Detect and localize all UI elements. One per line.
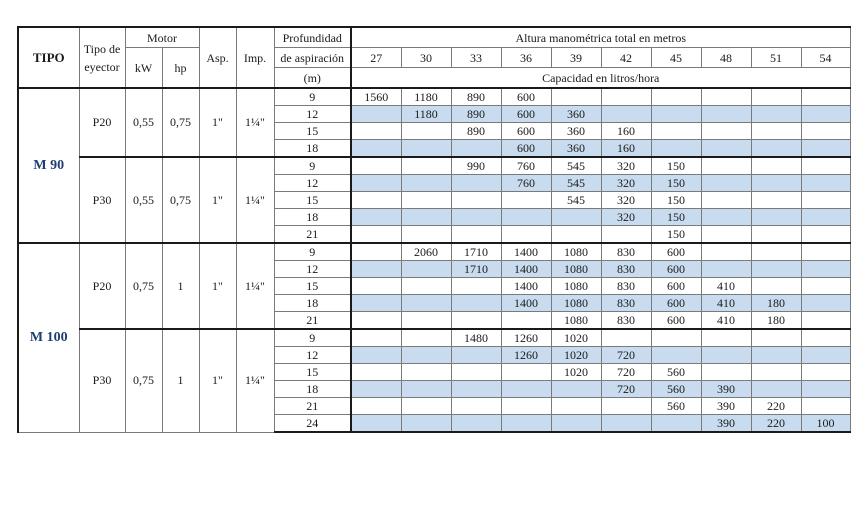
capacity-cell xyxy=(801,88,850,106)
capacity-cell: 760 xyxy=(501,157,551,175)
capacity-cell xyxy=(551,398,601,415)
header-altura-value: 39 xyxy=(551,48,601,68)
suction-depth: 12 xyxy=(274,175,351,192)
suction-depth: 18 xyxy=(274,295,351,312)
capacity-cell xyxy=(701,192,751,209)
suction-depth: 12 xyxy=(274,261,351,278)
capacity-cell xyxy=(501,398,551,415)
capacity-cell xyxy=(401,364,451,381)
capacity-cell xyxy=(751,157,801,175)
capacity-cell xyxy=(351,209,401,226)
capacity-cell: 600 xyxy=(501,140,551,158)
capacity-cell xyxy=(351,398,401,415)
capacity-cell xyxy=(401,278,451,295)
capacity-cell: 600 xyxy=(651,261,701,278)
capacity-cell xyxy=(801,312,850,330)
capacity-cell: 1180 xyxy=(401,106,451,123)
capacity-cell xyxy=(801,140,850,158)
ejector-type: P20 xyxy=(79,88,125,157)
suction-depth: 9 xyxy=(274,157,351,175)
capacity-cell xyxy=(801,209,850,226)
motor-kw: 0,75 xyxy=(125,243,162,329)
capacity-cell xyxy=(451,278,501,295)
motor-hp: 1 xyxy=(162,243,199,329)
capacity-cell: 545 xyxy=(551,192,601,209)
capacity-cell xyxy=(551,88,601,106)
capacity-cell: 220 xyxy=(751,398,801,415)
capacity-cell xyxy=(651,415,701,433)
impulsion-size: 1¼" xyxy=(236,243,274,329)
ejector-type: P20 xyxy=(79,243,125,329)
model-type: M 90 xyxy=(18,88,79,243)
capacity-cell xyxy=(451,209,501,226)
capacity-cell xyxy=(651,140,701,158)
motor-hp: 1 xyxy=(162,329,199,432)
capacity-cell xyxy=(701,157,751,175)
capacity-cell xyxy=(501,209,551,226)
header-tipo: TIPO xyxy=(18,27,79,88)
capacity-cell xyxy=(701,175,751,192)
header-altura-value: 30 xyxy=(401,48,451,68)
capacity-cell: 1400 xyxy=(501,243,551,261)
table-row xyxy=(18,88,850,106)
capacity-cell: 1080 xyxy=(551,295,601,312)
capacity-cell xyxy=(401,381,451,398)
model-type: M 100 xyxy=(18,243,79,432)
capacity-cell xyxy=(351,192,401,209)
capacity-cell: 830 xyxy=(601,261,651,278)
capacity-cell: 1080 xyxy=(551,312,601,330)
capacity-cell xyxy=(451,347,501,364)
capacity-cell: 150 xyxy=(651,226,701,244)
header-aspiracion: de aspiración xyxy=(274,48,351,68)
capacity-cell: 1400 xyxy=(501,261,551,278)
capacity-cell xyxy=(351,312,401,330)
capacity-cell xyxy=(451,140,501,158)
suction-depth: 21 xyxy=(274,312,351,330)
capacity-cell xyxy=(701,347,751,364)
capacity-cell: 1560 xyxy=(351,88,401,106)
capacity-cell: 1080 xyxy=(551,278,601,295)
capacity-cell xyxy=(801,157,850,175)
capacity-cell: 720 xyxy=(601,381,651,398)
capacity-cell: 320 xyxy=(601,192,651,209)
table-row xyxy=(18,329,850,347)
capacity-cell xyxy=(401,140,451,158)
capacity-cell: 1480 xyxy=(451,329,501,347)
capacity-cell xyxy=(451,398,501,415)
capacity-cell xyxy=(501,364,551,381)
motor-kw: 0,75 xyxy=(125,329,162,432)
capacity-cell xyxy=(401,209,451,226)
capacity-cell xyxy=(751,192,801,209)
capacity-cell xyxy=(801,364,850,381)
capacity-cell xyxy=(601,226,651,244)
table-row xyxy=(18,243,850,261)
capacity-cell: 545 xyxy=(551,157,601,175)
capacity-cell: 320 xyxy=(601,157,651,175)
capacity-cell xyxy=(751,347,801,364)
suction-depth: 24 xyxy=(274,415,351,433)
capacity-cell xyxy=(801,381,850,398)
capacity-cell: 545 xyxy=(551,175,601,192)
capacity-cell xyxy=(801,295,850,312)
capacity-cell xyxy=(451,415,501,433)
suction-depth: 9 xyxy=(274,88,351,106)
capacity-cell: 150 xyxy=(651,175,701,192)
capacity-cell xyxy=(801,243,850,261)
capacity-cell xyxy=(601,415,651,433)
capacity-cell: 1020 xyxy=(551,364,601,381)
suction-depth: 15 xyxy=(274,123,351,140)
capacity-cell: 2060 xyxy=(401,243,451,261)
capacity-cell: 600 xyxy=(651,295,701,312)
capacity-cell xyxy=(351,140,401,158)
ejector-type: P30 xyxy=(79,157,125,243)
capacity-cell xyxy=(351,106,401,123)
capacity-cell: 890 xyxy=(451,106,501,123)
capacity-cell xyxy=(751,381,801,398)
capacity-cell: 1020 xyxy=(551,329,601,347)
suction-depth: 9 xyxy=(274,329,351,347)
capacity-cell xyxy=(451,381,501,398)
capacity-cell xyxy=(801,329,850,347)
motor-hp: 0,75 xyxy=(162,157,199,243)
header-altura: Altura manométrica total en metros xyxy=(351,27,850,48)
capacity-cell: 160 xyxy=(601,123,651,140)
header-altura-value: 51 xyxy=(751,48,801,68)
capacity-cell xyxy=(401,329,451,347)
capacity-cell xyxy=(751,261,801,278)
capacity-cell: 600 xyxy=(501,123,551,140)
suction-depth: 12 xyxy=(274,106,351,123)
aspiration-size: 1" xyxy=(199,329,236,432)
header-altura-value: 48 xyxy=(701,48,751,68)
suction-depth: 21 xyxy=(274,398,351,415)
capacity-cell xyxy=(451,226,501,244)
capacity-cell xyxy=(801,398,850,415)
capacity-cell xyxy=(601,88,651,106)
capacity-cell: 1260 xyxy=(501,329,551,347)
capacity-cell xyxy=(801,261,850,278)
capacity-cell: 1080 xyxy=(551,261,601,278)
header-kw: kW xyxy=(125,48,162,89)
table-header xyxy=(18,27,850,88)
capacity-cell xyxy=(701,364,751,381)
suction-depth: 15 xyxy=(274,278,351,295)
header-altura-value: 33 xyxy=(451,48,501,68)
header-unidad: (m) xyxy=(274,68,351,89)
suction-depth: 9 xyxy=(274,243,351,261)
capacity-cell xyxy=(751,140,801,158)
capacity-cell xyxy=(801,106,850,123)
capacity-cell: 1400 xyxy=(501,295,551,312)
capacity-cell xyxy=(551,226,601,244)
capacity-cell: 600 xyxy=(651,312,701,330)
capacity-cell xyxy=(401,226,451,244)
capacity-cell xyxy=(351,364,401,381)
capacity-cell xyxy=(751,278,801,295)
capacity-cell: 600 xyxy=(501,88,551,106)
capacity-cell: 600 xyxy=(651,278,701,295)
capacity-cell: 760 xyxy=(501,175,551,192)
capacity-cell xyxy=(701,106,751,123)
capacity-cell xyxy=(751,106,801,123)
capacity-cell: 990 xyxy=(451,157,501,175)
capacity-cell: 150 xyxy=(651,192,701,209)
capacity-cell: 180 xyxy=(751,312,801,330)
capacity-cell xyxy=(551,415,601,433)
suction-depth: 15 xyxy=(274,364,351,381)
capacity-cell: 150 xyxy=(651,157,701,175)
header-altura-value: 54 xyxy=(801,48,850,68)
capacity-cell xyxy=(751,329,801,347)
capacity-cell: 560 xyxy=(651,381,701,398)
capacity-cell xyxy=(401,175,451,192)
suction-depth: 12 xyxy=(274,347,351,364)
motor-kw: 0,55 xyxy=(125,157,162,243)
ejector-type: P30 xyxy=(79,329,125,432)
capacity-cell xyxy=(451,295,501,312)
capacity-cell xyxy=(401,415,451,433)
table-body xyxy=(18,88,850,432)
capacity-cell: 890 xyxy=(451,88,501,106)
capacity-cell xyxy=(401,312,451,330)
capacity-cell xyxy=(751,209,801,226)
capacity-cell xyxy=(401,398,451,415)
capacity-cell: 830 xyxy=(601,278,651,295)
capacity-cell xyxy=(351,175,401,192)
capacity-cell: 720 xyxy=(601,364,651,381)
pump-capacity-table xyxy=(17,26,851,433)
capacity-cell xyxy=(651,88,701,106)
suction-depth: 18 xyxy=(274,140,351,158)
motor-hp: 0,75 xyxy=(162,88,199,157)
capacity-cell xyxy=(351,157,401,175)
capacity-cell: 160 xyxy=(601,140,651,158)
header-capacidad: Capacidad en litros/hora xyxy=(351,68,850,89)
suction-depth: 15 xyxy=(274,192,351,209)
capacity-cell: 1710 xyxy=(451,261,501,278)
capacity-cell xyxy=(751,123,801,140)
capacity-cell xyxy=(351,123,401,140)
capacity-cell xyxy=(351,381,401,398)
aspiration-size: 1" xyxy=(199,243,236,329)
capacity-cell: 830 xyxy=(601,312,651,330)
aspiration-size: 1" xyxy=(199,157,236,243)
capacity-cell xyxy=(351,295,401,312)
capacity-cell xyxy=(551,381,601,398)
header-ejector: Tipo de eyector xyxy=(79,27,125,88)
capacity-cell: 600 xyxy=(651,243,701,261)
header-altura-value: 45 xyxy=(651,48,701,68)
capacity-cell xyxy=(701,261,751,278)
capacity-cell xyxy=(551,209,601,226)
capacity-cell xyxy=(751,175,801,192)
capacity-cell xyxy=(801,123,850,140)
capacity-cell xyxy=(451,175,501,192)
capacity-cell xyxy=(351,278,401,295)
capacity-cell xyxy=(701,123,751,140)
capacity-cell: 320 xyxy=(601,209,651,226)
suction-depth: 18 xyxy=(274,209,351,226)
capacity-cell xyxy=(501,192,551,209)
motor-kw: 0,55 xyxy=(125,88,162,157)
capacity-cell xyxy=(651,347,701,364)
capacity-cell xyxy=(401,347,451,364)
capacity-cell xyxy=(601,106,651,123)
capacity-cell xyxy=(501,226,551,244)
capacity-cell: 720 xyxy=(601,347,651,364)
capacity-cell xyxy=(751,226,801,244)
capacity-cell xyxy=(601,329,651,347)
capacity-cell xyxy=(751,88,801,106)
impulsion-size: 1¼" xyxy=(236,88,274,157)
capacity-cell xyxy=(651,329,701,347)
capacity-cell xyxy=(701,209,751,226)
capacity-cell: 560 xyxy=(651,364,701,381)
capacity-cell xyxy=(501,415,551,433)
capacity-cell xyxy=(651,123,701,140)
header-profundidad: Profundidad xyxy=(274,27,351,48)
capacity-cell: 1180 xyxy=(401,88,451,106)
capacity-cell: 830 xyxy=(601,243,651,261)
capacity-cell xyxy=(601,398,651,415)
capacity-cell: 220 xyxy=(751,415,801,433)
capacity-cell xyxy=(701,226,751,244)
header-hp: hp xyxy=(162,48,199,89)
capacity-cell: 100 xyxy=(801,415,850,433)
capacity-cell xyxy=(351,226,401,244)
capacity-cell xyxy=(701,329,751,347)
capacity-cell xyxy=(801,192,850,209)
header-altura-value: 36 xyxy=(501,48,551,68)
capacity-cell xyxy=(701,140,751,158)
capacity-cell xyxy=(501,381,551,398)
capacity-cell: 360 xyxy=(551,140,601,158)
capacity-cell xyxy=(401,261,451,278)
capacity-cell: 410 xyxy=(701,278,751,295)
capacity-cell xyxy=(501,312,551,330)
header-imp: Imp. xyxy=(236,27,274,88)
capacity-cell: 150 xyxy=(651,209,701,226)
capacity-cell xyxy=(351,415,401,433)
capacity-cell xyxy=(351,261,401,278)
header-altura-value: 42 xyxy=(601,48,651,68)
capacity-cell: 1400 xyxy=(501,278,551,295)
capacity-cell xyxy=(401,192,451,209)
capacity-cell xyxy=(701,88,751,106)
capacity-cell xyxy=(651,106,701,123)
capacity-cell: 1080 xyxy=(551,243,601,261)
capacity-cell xyxy=(351,329,401,347)
capacity-cell xyxy=(351,347,401,364)
capacity-cell: 410 xyxy=(701,312,751,330)
capacity-cell xyxy=(451,312,501,330)
capacity-cell xyxy=(801,175,850,192)
capacity-cell: 180 xyxy=(751,295,801,312)
capacity-cell xyxy=(751,364,801,381)
capacity-cell xyxy=(451,364,501,381)
capacity-cell: 360 xyxy=(551,106,601,123)
aspiration-size: 1" xyxy=(199,88,236,157)
capacity-cell: 560 xyxy=(651,398,701,415)
capacity-cell: 410 xyxy=(701,295,751,312)
capacity-cell: 600 xyxy=(501,106,551,123)
capacity-cell xyxy=(401,123,451,140)
capacity-cell: 390 xyxy=(701,381,751,398)
capacity-cell: 390 xyxy=(701,415,751,433)
impulsion-size: 1¼" xyxy=(236,157,274,243)
capacity-cell: 390 xyxy=(701,398,751,415)
capacity-cell xyxy=(801,226,850,244)
capacity-cell: 1020 xyxy=(551,347,601,364)
header-motor: Motor xyxy=(125,27,199,48)
impulsion-size: 1¼" xyxy=(236,329,274,432)
table-row xyxy=(18,157,850,175)
capacity-cell: 320 xyxy=(601,175,651,192)
capacity-cell: 890 xyxy=(451,123,501,140)
header-altura-value: 27 xyxy=(351,48,401,68)
capacity-cell xyxy=(701,243,751,261)
suction-depth: 18 xyxy=(274,381,351,398)
capacity-cell xyxy=(351,243,401,261)
capacity-cell: 360 xyxy=(551,123,601,140)
suction-depth: 21 xyxy=(274,226,351,244)
capacity-cell xyxy=(401,157,451,175)
capacity-cell xyxy=(801,347,850,364)
capacity-cell: 1260 xyxy=(501,347,551,364)
capacity-cell xyxy=(401,295,451,312)
capacity-cell: 830 xyxy=(601,295,651,312)
header-asp: Asp. xyxy=(199,27,236,88)
capacity-cell: 1710 xyxy=(451,243,501,261)
capacity-cell xyxy=(751,243,801,261)
capacity-cell xyxy=(801,278,850,295)
capacity-cell xyxy=(451,192,501,209)
